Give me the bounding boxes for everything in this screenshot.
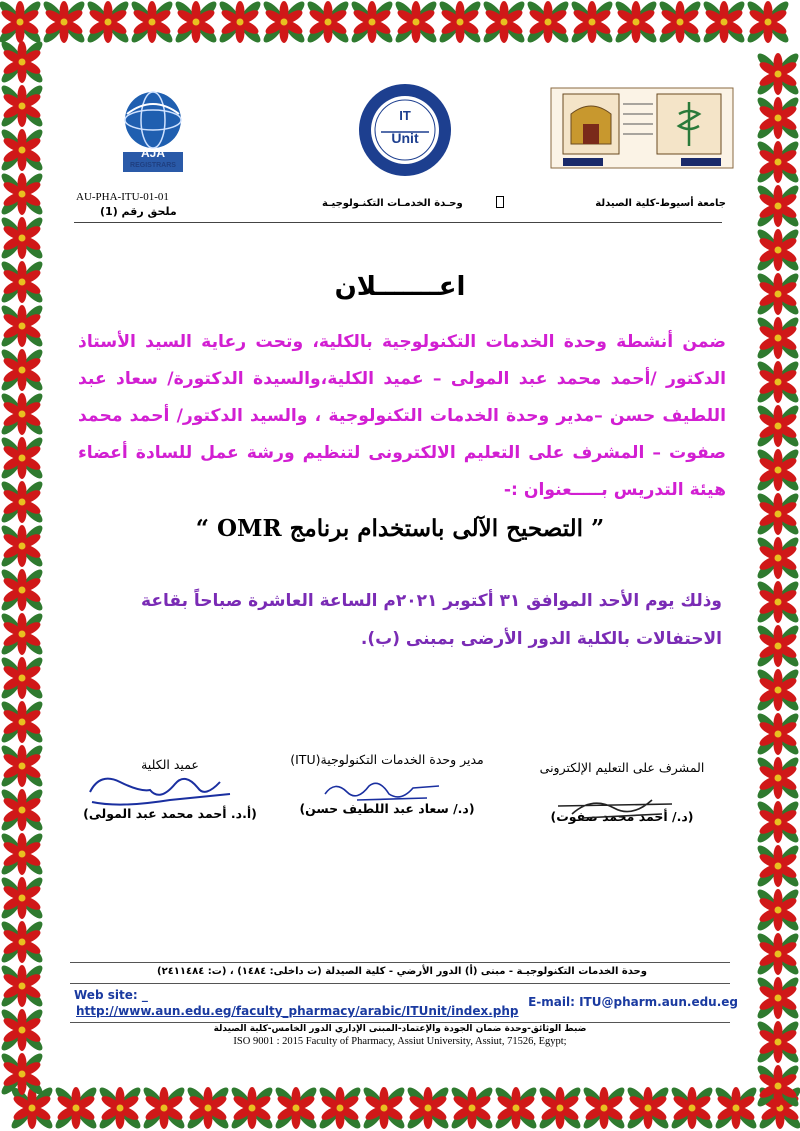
aja-logo-text: AJA: [140, 146, 165, 160]
itu-logo-unit: Unit: [391, 130, 419, 146]
dean-name: (أ.د. أحمد محمد عبد المولى): [83, 806, 257, 821]
unit-name: وحـدة الخدمـات التكنـولوجيـة: [322, 198, 463, 209]
footer-divider-middle: [70, 983, 730, 984]
email-link[interactable]: E-mail: ITU@pharm.aun.edu.eg: [528, 995, 738, 1009]
document-code: AU-PHA-ITU-01-01: [76, 191, 169, 203]
dean-title: عميد الكلية: [141, 757, 199, 772]
document-content: [62, 62, 738, 1072]
itu-logo-it: IT: [399, 108, 411, 123]
placeholder-box-icon: [496, 196, 504, 208]
director-name: (د./ سعاد عبد اللطيف حسن): [299, 801, 475, 816]
footer-divider-top: [70, 962, 730, 963]
supervisor-title: المشرف على التعليم الإلكترونى: [539, 760, 705, 775]
dean-signature-scribble: [80, 762, 240, 822]
event-date-location: وذلك يوم الأحد الموافق ٣١ أكتوبر ٢٠٢١م الساعة العاشرة صباحاً بقاعة الاحتفالات بالكلية الدور الأرضى بمبنى (ب).: [141, 591, 722, 649]
aja-logo-subtext: REGISTRARS: [130, 162, 176, 169]
program-title: ” التصحيح الآلى باستخدام برنامج OMR “: [195, 515, 605, 542]
supervisor-name: (د./ أحمد محمد صفوت): [550, 809, 694, 824]
annex-number: ملحق رقم (1): [100, 205, 177, 218]
director-signature-scribble: [317, 772, 447, 808]
supervisor-signature-scribble: [552, 790, 682, 824]
announcement-body: ضمن أنشطة وحدة الخدمات التكنولوجية بالكلية، وتحت رعاية السيد الأستاذ الدكتور /أحمد محمد عبد المولى – عميد الكلية،والسيدة الدكتورة/ سعاد عبد اللطيف حسن –مدير وحدة الخدمات التكنولوجية ، والسيد الدكتور/ أحمد محمد صفوت – المشرف على التعليم الالكترونى لتنظيم ورشة عمل للسادة أعضاء هيئة التدريس بـــــعنوان :-: [78, 332, 726, 500]
university-faculty-name: جامعة أسيوط-كلية الصيدلة: [595, 198, 726, 209]
announcement-title: اعـــــــلان: [334, 272, 466, 302]
website-link[interactable]: http://www.aun.edu.eg/faculty_pharmacy/arabic/ITUnit/index.php: [76, 1004, 519, 1018]
director-title: مدير وحدة الخدمات التكنولوجية(ITU): [290, 752, 484, 767]
header-divider: [74, 222, 722, 223]
footer-address: وحدة الخدمات التكنولوجيـة - مبنى (أ) الدور الأرضي - كلية الصيدلة (ت داخلى: ١٤٨٤) ، (ت: ٢٤١١٤٨٤): [157, 966, 647, 977]
website-label: Web site: _: [74, 988, 148, 1002]
assiut-university-logo: [547, 84, 737, 172]
document-control-note: ضبط الوثائق-وحدة ضمان الجودة والإعتماد-المبنى الإداري الدور الخامس-كلية الصيدلة: [213, 1024, 587, 1034]
footer-divider-bottom: [70, 1022, 730, 1023]
iso-statement: ISO 9001 : 2015 Faculty of Pharmacy, Assiut University, Assiut, 71526, Egypt;: [233, 1036, 567, 1047]
